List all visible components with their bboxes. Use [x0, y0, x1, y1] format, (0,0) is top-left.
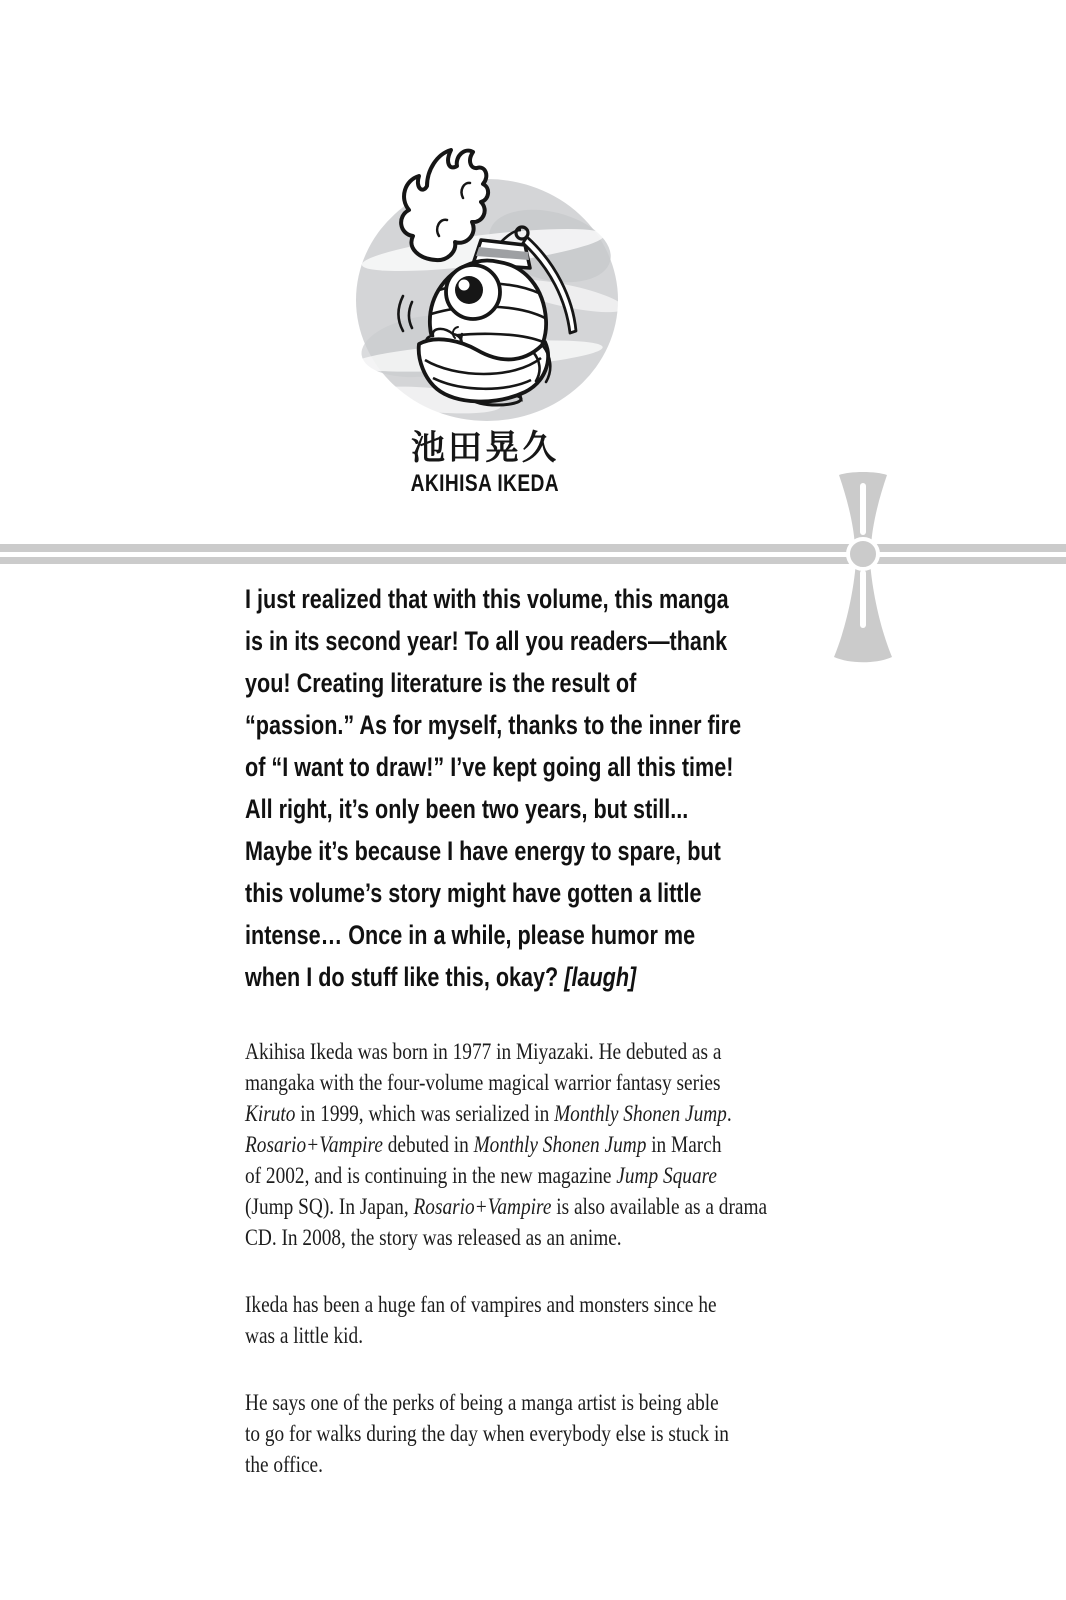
author-bio [245, 1036, 833, 1516]
author-name-japanese: 池田晃久 [411, 428, 559, 468]
bio-paragraph-1: Akihisa Ikeda was born in 1977 in Miyazaki. He debuted as a mangaka with the four-volume magical warrior fantasy series Kiruto in 1999, which was serialized in Monthly Shonen Jump. Rosario+Vampire debuted in Monthly Shonen Jump in March of 2002, and is continuing in the new magazine Jump Square (Jump SQ). In Japan, Rosario+Vampire is also available as a drama CD. In 2008, the story was released as an anime. [245, 1039, 768, 1250]
author-name-block [245, 428, 725, 497]
bio-paragraph-2: Ikeda has been a huge fan of vampires and monsters since he was a little kid. [245, 1292, 717, 1348]
author-note: I just realized that with this volume, this manga is in its second year! To all you readers—thank you! Creating literature is the result of “passion.” As for myself, thanks to the inner fire of “I want to draw!” I’ve kept going all this time! All right, it’s only been two years, but still... Maybe it’s because I have energy to spare, but this volume’s story might have gotten a little intense… Once in a while, please humor me when I do stuff like this, okay? [laugh] [245, 584, 742, 992]
divider-line-bottom [0, 557, 1066, 564]
bio-paragraph-3: He says one of the perks of being a manga artist is being able to go for walks during the day when everybody else is stuck in the office. [245, 1390, 729, 1477]
divider-sword-ornament [826, 470, 900, 668]
divider-line-top [0, 544, 1066, 552]
lantern-eye [446, 265, 500, 319]
lantern-yokai-illustration [335, 138, 645, 433]
author-name-english: AKIHISA IKEDA [410, 470, 560, 497]
